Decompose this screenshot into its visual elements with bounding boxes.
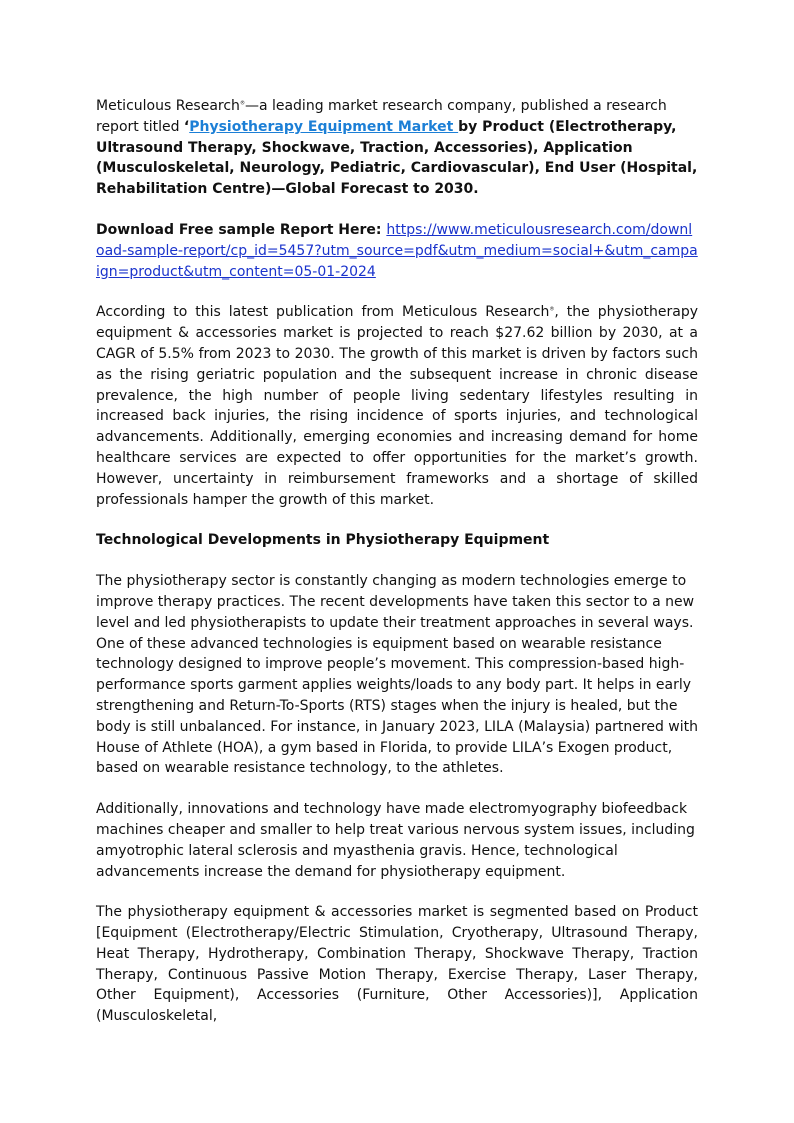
- section-heading: Technological Developments in Physiotherapy Equipment: [96, 532, 550, 549]
- segmentation-paragraph: The physiotherapy equipment & accessories market is segmented based on Product [Equipment (Electrotherapy/Electric Stimulation, Cryotherapy, Ultrasound Therapy, Heat Therapy, Hydrotherapy, Combination Therapy, Shockwave Therapy, Traction Therapy, Continuous Passive Motion Therapy, Exercise Therapy, Laser Therapy, Other Equipment), Accessories (Furniture, Other Accessories)], Application (Musculoskeletal,: [96, 904, 698, 1025]
- intro-text: —a leading market research company, published a research report titled: [96, 98, 667, 135]
- download-label: Download Free sample Report Here:: [96, 221, 387, 238]
- download-paragraph: [96, 220, 698, 282]
- company-name: Meticulous Research: [96, 98, 240, 114]
- overview-text-b: , the physiotherapy equipment & accessories market is projected to reach $27.62 billion by 2030, at a CAGR of 5.5% from 2023 to 2030. The growth of this market is driven by factors such as the rising geriatric population and the subsequent increase in chronic disease prevalence, the high number of people living sedentary lifestyles resulting in increased back injuries, the rising incidence of sports injuries, and technological advancements. Additionally, emerging economies and increasing demand for home healthcare services are expected to offer opportunities for the market’s growth. However, uncertainty in reimbursement frameworks and a shortage of skilled professionals hamper the growth of this market.: [96, 304, 698, 508]
- innovations-paragraph: Additionally, innovations and technology have made electromyography biofeedback machines cheaper and smaller to help treat various nervous system issues, including amyotrophic lateral sclerosis and myasthenia gravis. Hence, technological advancements increase the demand for physiotherapy equipment.: [96, 801, 695, 880]
- tech-developments-paragraph: The physiotherapy sector is constantly changing as modern technologies emerge to improve therapy practices. The recent developments have taken this sector to a new level and led physiotherapists to update their treatment approaches in several ways. One of these advanced technologies is equipment based on wearable resistance technology designed to improve people’s movement. This compression-based high-performance sports garment applies weights/loads to any body part. It helps in early strengthening and Return-To-Sports (RTS) stages when the injury is healed, but the body is still unbalanced. For instance, in January 2023, LILA (Malaysia) partnered with House of Athlete (HOA), a gym based in Florida, to provide LILA’s Exogen product, based on wearable resistance technology, to the athletes.: [96, 573, 698, 777]
- registered-mark: ®: [549, 306, 555, 313]
- quote-mark: ‘: [183, 118, 190, 135]
- market-overview-paragraph: [96, 302, 698, 510]
- report-title-rest: by Product (Electrotherapy, Ultrasound Therapy, Shockwave, Traction, Accessories), Application (Musculoskeletal, Neurology, Pediatric, Cardiovascular), End User (Hospital, Rehabilitation Centre)—Global Forecast to 2030.: [96, 118, 698, 198]
- document-page: [96, 96, 698, 1027]
- registered-mark: ®: [239, 100, 245, 107]
- overview-text-a: According to this latest publication from Meticulous Research: [96, 304, 550, 321]
- report-title-link[interactable]: Physiotherapy Equipment Market: [189, 118, 459, 135]
- download-sample-link[interactable]: https://www.meticulousresearch.com/download-sample-report/cp_id=5457?utm_source=pdf&utm_medium=social+&utm_campaign=product&utm_content=05-01-2024: [96, 221, 698, 280]
- intro-paragraph: [96, 96, 698, 200]
